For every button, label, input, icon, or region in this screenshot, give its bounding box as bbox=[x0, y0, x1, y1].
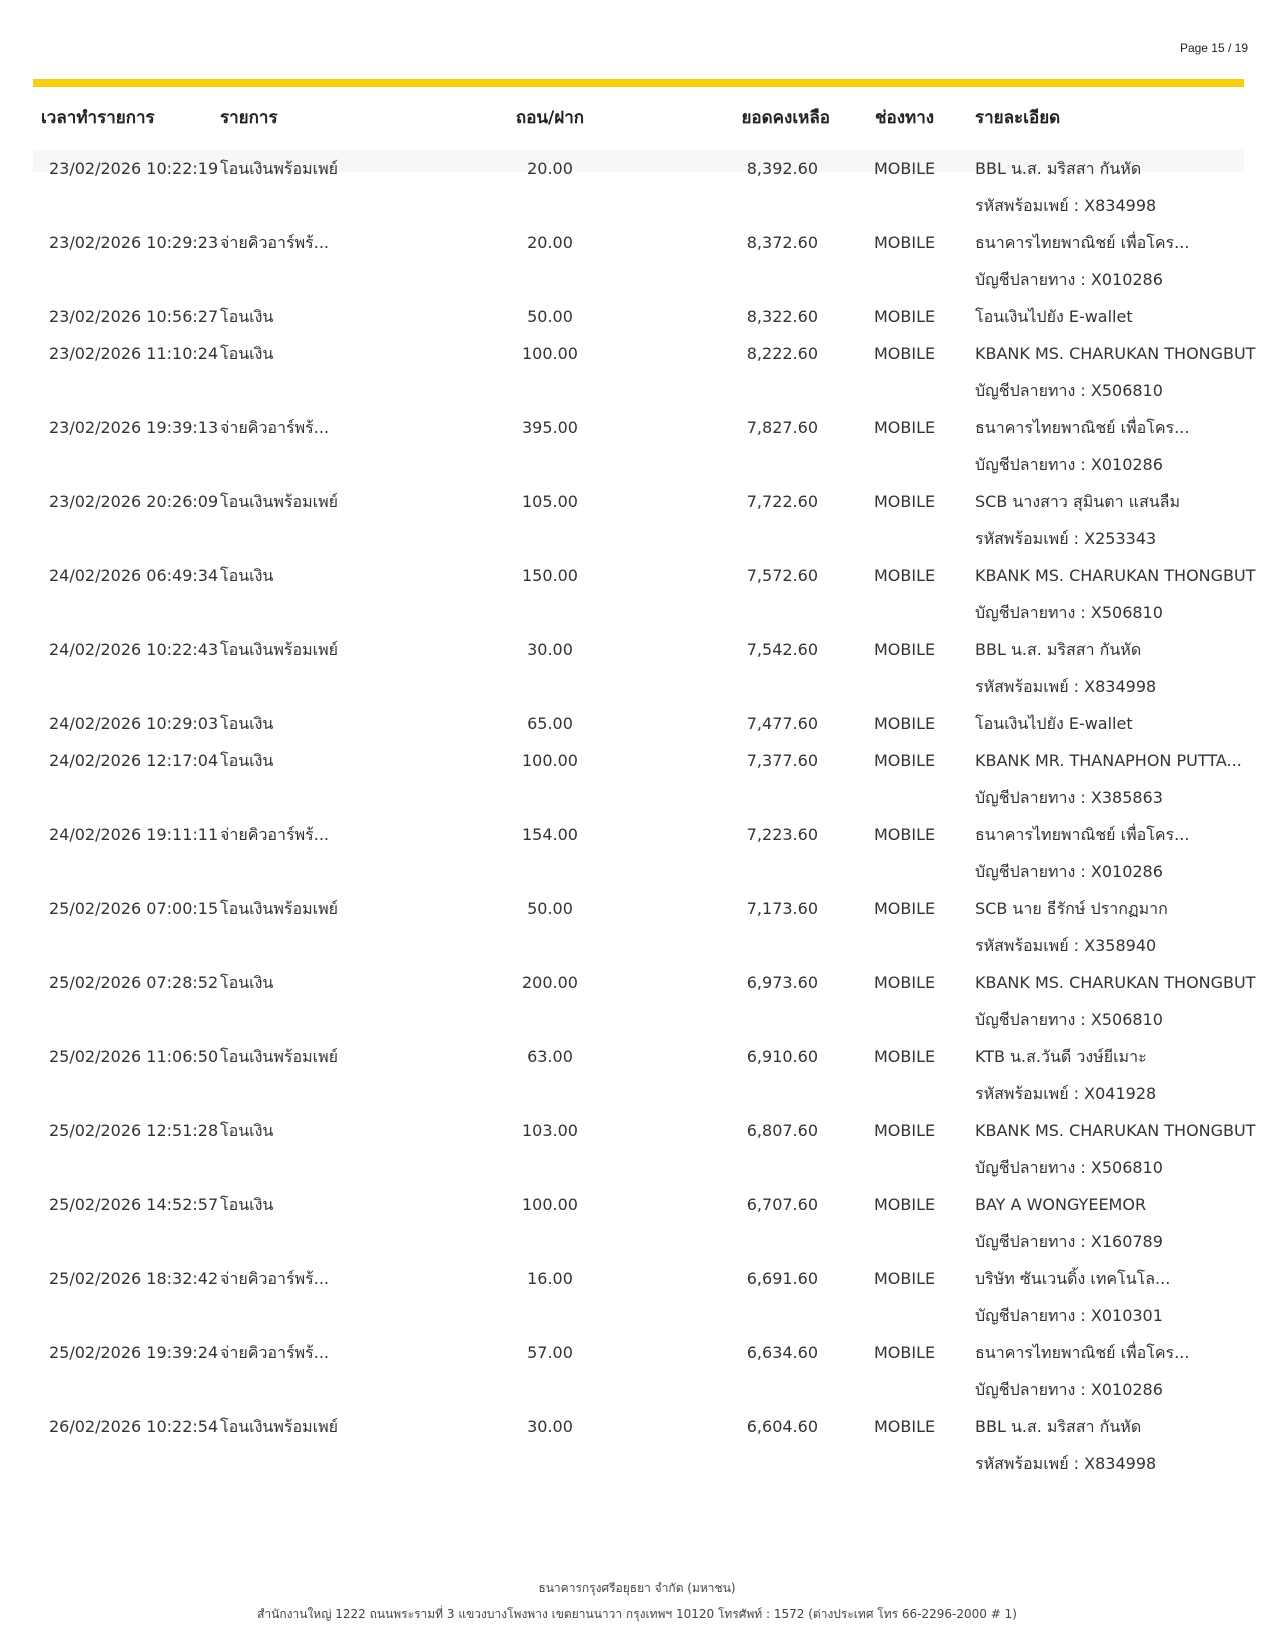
table-row bbox=[0, 1186, 1274, 1260]
header-amount: ถอน/ฝาก bbox=[515, 108, 585, 128]
cell-balance: 7,223.60 bbox=[746, 825, 818, 844]
cell-time: 25/02/2026 07:28:52 bbox=[49, 973, 219, 992]
cell-type: โอนเงินพร้อมเพย์ bbox=[220, 1047, 339, 1066]
cell-channel: MOBILE bbox=[874, 1269, 936, 1288]
cell-type: โอนเงิน bbox=[220, 566, 274, 585]
cell-channel: MOBILE bbox=[874, 751, 936, 770]
cell-detail-reference: บัญชีปลายทาง : X010301 bbox=[975, 1306, 1163, 1325]
cell-amount: 63.00 bbox=[527, 1047, 573, 1066]
cell-time: 23/02/2026 10:29:23 bbox=[49, 233, 219, 252]
cell-detail-reference: บัญชีปลายทาง : X010286 bbox=[975, 270, 1163, 289]
cell-amount: 150.00 bbox=[522, 566, 578, 585]
cell-amount: 395.00 bbox=[522, 418, 578, 437]
header-accent-bar bbox=[33, 79, 1244, 87]
cell-type: โอนเงิน bbox=[220, 307, 274, 326]
table-row bbox=[0, 1260, 1274, 1334]
cell-amount: 100.00 bbox=[522, 344, 578, 363]
cell-channel: MOBILE bbox=[874, 307, 936, 326]
cell-time: 24/02/2026 06:49:34 bbox=[49, 566, 219, 585]
cell-detail: BBL น.ส. มริสสา กันหัด bbox=[975, 1417, 1142, 1436]
table-row bbox=[0, 298, 1274, 335]
cell-detail: โอนเงินไปยัง E-wallet bbox=[975, 307, 1133, 326]
cell-detail-reference: บัญชีปลายทาง : X506810 bbox=[975, 1158, 1163, 1177]
cell-detail-reference: บัญชีปลายทาง : X010286 bbox=[975, 1380, 1163, 1399]
cell-balance: 8,392.60 bbox=[746, 159, 818, 178]
cell-balance: 6,973.60 bbox=[746, 973, 818, 992]
cell-channel: MOBILE bbox=[874, 973, 936, 992]
cell-detail-reference: รหัสพร้อมเพย์ : X834998 bbox=[975, 196, 1157, 215]
cell-detail: KBANK MS. CHARUKAN THONGBUT bbox=[975, 973, 1256, 992]
header-description: รายการ bbox=[220, 108, 278, 128]
table-row bbox=[0, 409, 1274, 483]
cell-detail: BBL น.ส. มริสสา กันหัด bbox=[975, 640, 1142, 659]
cell-balance: 6,910.60 bbox=[746, 1047, 818, 1066]
cell-detail-reference: บัญชีปลายทาง : X385863 bbox=[975, 788, 1163, 807]
cell-detail: ธนาคารไทยพาณิชย์ เพื่อโคร... bbox=[975, 825, 1190, 844]
cell-amount: 30.00 bbox=[527, 1417, 573, 1436]
cell-type: โอนเงินพร้อมเพย์ bbox=[220, 1417, 339, 1436]
cell-detail: บริษัท ซันเวนดิ้ง เทคโนโล... bbox=[975, 1269, 1171, 1288]
cell-type: โอนเงิน bbox=[220, 1121, 274, 1140]
cell-type: จ่ายคิวอาร์พร้... bbox=[220, 233, 330, 252]
cell-time: 25/02/2026 14:52:57 bbox=[49, 1195, 219, 1214]
cell-balance: 8,322.60 bbox=[746, 307, 818, 326]
cell-time: 23/02/2026 10:56:27 bbox=[49, 307, 219, 326]
cell-amount: 65.00 bbox=[527, 714, 573, 733]
table-row bbox=[0, 1038, 1274, 1112]
cell-time: 24/02/2026 19:11:11 bbox=[49, 825, 219, 844]
cell-type: โอนเงิน bbox=[220, 714, 274, 733]
cell-balance: 7,477.60 bbox=[746, 714, 818, 733]
cell-balance: 6,634.60 bbox=[746, 1343, 818, 1362]
table-row bbox=[0, 150, 1274, 224]
cell-channel: MOBILE bbox=[874, 344, 936, 363]
cell-channel: MOBILE bbox=[874, 566, 936, 585]
cell-detail-reference: บัญชีปลายทาง : X010286 bbox=[975, 862, 1163, 881]
cell-balance: 6,807.60 bbox=[746, 1121, 818, 1140]
cell-balance: 8,372.60 bbox=[746, 233, 818, 252]
cell-amount: 30.00 bbox=[527, 640, 573, 659]
cell-amount: 200.00 bbox=[522, 973, 578, 992]
cell-balance: 7,827.60 bbox=[746, 418, 818, 437]
cell-channel: MOBILE bbox=[874, 825, 936, 844]
cell-channel: MOBILE bbox=[874, 1343, 936, 1362]
header-balance: ยอดคงเหลือ bbox=[741, 108, 830, 128]
cell-balance: 6,691.60 bbox=[746, 1269, 818, 1288]
cell-channel: MOBILE bbox=[874, 1417, 936, 1436]
cell-time: 26/02/2026 10:22:54 bbox=[49, 1417, 219, 1436]
table-row bbox=[0, 335, 1274, 409]
table-row bbox=[0, 224, 1274, 298]
cell-channel: MOBILE bbox=[874, 1121, 936, 1140]
table-header bbox=[0, 104, 1274, 134]
cell-amount: 154.00 bbox=[522, 825, 578, 844]
cell-channel: MOBILE bbox=[874, 1195, 936, 1214]
cell-detail: ธนาคารไทยพาณิชย์ เพื่อโคร... bbox=[975, 233, 1190, 252]
footer-company: ธนาคารกรุงศรีอยุธยา จำกัด (มหาชน) bbox=[538, 1581, 736, 1595]
cell-amount: 57.00 bbox=[527, 1343, 573, 1362]
table-row bbox=[0, 557, 1274, 631]
cell-detail: BAY A WONGYEEMOR bbox=[975, 1195, 1147, 1214]
cell-balance: 7,173.60 bbox=[746, 899, 818, 918]
cell-amount: 20.00 bbox=[527, 159, 573, 178]
cell-channel: MOBILE bbox=[874, 1047, 936, 1066]
cell-time: 25/02/2026 18:32:42 bbox=[49, 1269, 219, 1288]
table-row bbox=[0, 890, 1274, 964]
cell-balance: 7,542.60 bbox=[746, 640, 818, 659]
cell-time: 25/02/2026 11:06:50 bbox=[49, 1047, 219, 1066]
cell-balance: 6,604.60 bbox=[746, 1417, 818, 1436]
cell-type: โอนเงิน bbox=[220, 344, 274, 363]
cell-balance: 7,722.60 bbox=[746, 492, 818, 511]
cell-type: โอนเงิน bbox=[220, 973, 274, 992]
cell-detail-reference: บัญชีปลายทาง : X506810 bbox=[975, 381, 1163, 400]
cell-detail: SCB นางสาว สุมินตา แสนลืม bbox=[975, 492, 1181, 511]
cell-amount: 103.00 bbox=[522, 1121, 578, 1140]
cell-time: 23/02/2026 20:26:09 bbox=[49, 492, 219, 511]
table-row bbox=[0, 705, 1274, 742]
footer-address: สำนักงานใหญ่ 1222 ถนนพระรามที่ 3 แขวงบางโพงพาง เขตยานนาวา กรุงเทพฯ 10120 โทรศัพท์ : 1572 (ต่างประเทศ โทร 66-2296-2000 # 1) bbox=[257, 1607, 1017, 1621]
table-row bbox=[0, 742, 1274, 816]
table-row bbox=[0, 1334, 1274, 1408]
cell-channel: MOBILE bbox=[874, 714, 936, 733]
header-detail: รายละเอียด bbox=[975, 108, 1061, 128]
page-number: Page 15 / 19 bbox=[1179, 41, 1248, 55]
cell-channel: MOBILE bbox=[874, 899, 936, 918]
cell-balance: 8,222.60 bbox=[746, 344, 818, 363]
table-row bbox=[0, 631, 1274, 705]
cell-channel: MOBILE bbox=[874, 640, 936, 659]
cell-time: 24/02/2026 10:29:03 bbox=[49, 714, 219, 733]
cell-detail: SCB นาย ธีรักษ์ ปรากฏมาก bbox=[975, 899, 1168, 918]
cell-time: 25/02/2026 19:39:24 bbox=[49, 1343, 219, 1362]
table-row bbox=[0, 964, 1274, 1038]
cell-detail: ธนาคารไทยพาณิชย์ เพื่อโคร... bbox=[975, 418, 1190, 437]
cell-amount: 105.00 bbox=[522, 492, 578, 511]
cell-channel: MOBILE bbox=[874, 159, 936, 178]
cell-balance: 7,377.60 bbox=[746, 751, 818, 770]
cell-type: โอนเงิน bbox=[220, 751, 274, 770]
cell-type: โอนเงินพร้อมเพย์ bbox=[220, 899, 339, 918]
cell-type: จ่ายคิวอาร์พร้... bbox=[220, 1269, 330, 1288]
transaction-table bbox=[0, 150, 1274, 1482]
cell-type: โอนเงินพร้อมเพย์ bbox=[220, 492, 339, 511]
cell-detail: KBANK MS. CHARUKAN THONGBUT bbox=[975, 566, 1256, 585]
cell-type: จ่ายคิวอาร์พร้... bbox=[220, 418, 330, 437]
cell-detail: KBANK MS. CHARUKAN THONGBUT bbox=[975, 1121, 1256, 1140]
cell-detail: BBL น.ส. มริสสา กันหัด bbox=[975, 159, 1142, 178]
cell-detail-reference: บัญชีปลายทาง : X160789 bbox=[975, 1232, 1163, 1251]
cell-detail-reference: บัญชีปลายทาง : X506810 bbox=[975, 603, 1163, 622]
cell-detail-reference: รหัสพร้อมเพย์ : X253343 bbox=[975, 529, 1157, 548]
cell-detail: โอนเงินไปยัง E-wallet bbox=[975, 714, 1133, 733]
cell-amount: 100.00 bbox=[522, 751, 578, 770]
cell-time: 23/02/2026 19:39:13 bbox=[49, 418, 219, 437]
cell-amount: 50.00 bbox=[527, 899, 573, 918]
cell-detail: ธนาคารไทยพาณิชย์ เพื่อโคร... bbox=[975, 1343, 1190, 1362]
cell-type: จ่ายคิวอาร์พร้... bbox=[220, 1343, 330, 1362]
cell-time: 25/02/2026 12:51:28 bbox=[49, 1121, 219, 1140]
cell-amount: 50.00 bbox=[527, 307, 573, 326]
cell-balance: 6,707.60 bbox=[746, 1195, 818, 1214]
cell-time: 24/02/2026 12:17:04 bbox=[49, 751, 219, 770]
table-row bbox=[0, 483, 1274, 557]
cell-type: โอนเงินพร้อมเพย์ bbox=[220, 159, 339, 178]
table-row bbox=[0, 1112, 1274, 1186]
cell-detail: KBANK MR. THANAPHON PUTTA... bbox=[975, 751, 1242, 770]
cell-detail-reference: บัญชีปลายทาง : X506810 bbox=[975, 1010, 1163, 1029]
cell-detail-reference: บัญชีปลายทาง : X010286 bbox=[975, 455, 1163, 474]
cell-time: 24/02/2026 10:22:43 bbox=[49, 640, 219, 659]
cell-detail-reference: รหัสพร้อมเพย์ : X358940 bbox=[975, 936, 1157, 955]
cell-time: 23/02/2026 11:10:24 bbox=[49, 344, 219, 363]
cell-time: 25/02/2026 07:00:15 bbox=[49, 899, 219, 918]
cell-type: โอนเงินพร้อมเพย์ bbox=[220, 640, 339, 659]
cell-channel: MOBILE bbox=[874, 492, 936, 511]
cell-amount: 20.00 bbox=[527, 233, 573, 252]
cell-amount: 100.00 bbox=[522, 1195, 578, 1214]
cell-detail-reference: รหัสพร้อมเพย์ : X041928 bbox=[975, 1084, 1157, 1103]
table-row bbox=[0, 1408, 1274, 1482]
cell-amount: 16.00 bbox=[527, 1269, 573, 1288]
table-row bbox=[0, 816, 1274, 890]
cell-type: จ่ายคิวอาร์พร้... bbox=[220, 825, 330, 844]
cell-balance: 7,572.60 bbox=[746, 566, 818, 585]
header-channel: ช่องทาง bbox=[875, 108, 935, 128]
cell-time: 23/02/2026 10:22:19 bbox=[49, 159, 219, 178]
cell-detail: KBANK MS. CHARUKAN THONGBUT bbox=[975, 344, 1256, 363]
cell-type: โอนเงิน bbox=[220, 1195, 274, 1214]
cell-channel: MOBILE bbox=[874, 233, 936, 252]
cell-channel: MOBILE bbox=[874, 418, 936, 437]
cell-detail-reference: รหัสพร้อมเพย์ : X834998 bbox=[975, 1454, 1157, 1473]
cell-detail: KTB น.ส.วันดี วงษ์ยีเมาะ bbox=[975, 1047, 1147, 1066]
header-time: เวลาทำรายการ bbox=[41, 108, 155, 128]
cell-detail-reference: รหัสพร้อมเพย์ : X834998 bbox=[975, 677, 1157, 696]
